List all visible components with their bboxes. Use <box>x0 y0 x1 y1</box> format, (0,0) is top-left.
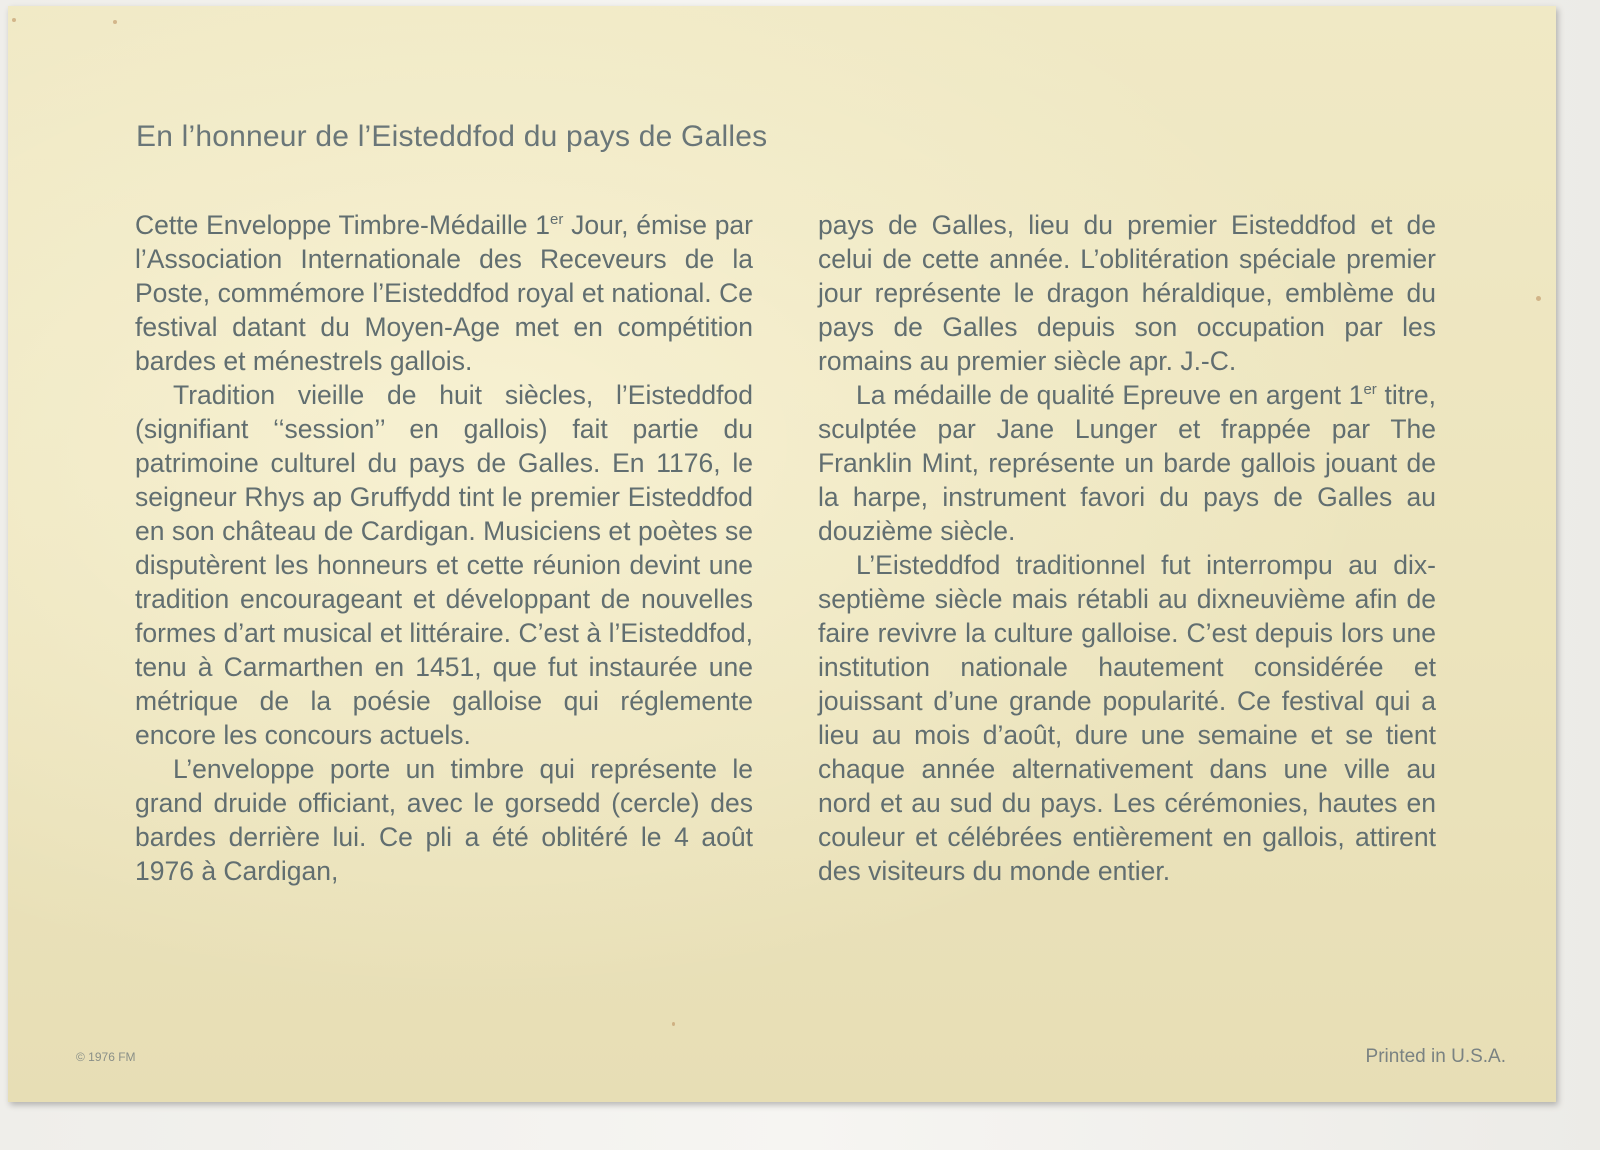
right-paragraph-2 <box>818 378 1436 548</box>
right-column <box>818 208 1436 888</box>
card-title: En l’honneur de l’Eisteddfod du pays de Galles <box>136 120 768 153</box>
paper-speck <box>672 1022 675 1026</box>
copyright-notice: © 1976 FM <box>76 1050 136 1064</box>
superscript-er: er <box>1363 381 1377 398</box>
left-column <box>135 208 753 888</box>
right-paragraph-2-text-a: La médaille de qualité Epreuve en argent 1 <box>856 380 1364 410</box>
left-paragraph-1 <box>135 208 753 378</box>
printed-in-notice: Printed in U.S.A. <box>1365 1046 1506 1067</box>
left-paragraph-1-text-a: Cette Enveloppe Timbre-Médaille 1 <box>135 210 551 240</box>
left-paragraph-3: L’enveloppe porte un timbre qui représente le grand druide officiant, avec le gorsedd (cercle) des bardes derrière lui. Ce pli a été oblitéré le 4 août 1976 à Cardigan, <box>135 754 753 886</box>
superscript-er: er <box>550 211 564 228</box>
right-paragraph-1: pays de Galles, lieu du premier Eisteddfod et de celui de cette année. L’oblitération spéciale premier jour représente le dragon héraldique, emblème du pays de Galles depuis son occupation par les romains au premier siècle apr. J.-C. <box>818 210 1436 376</box>
right-paragraph-3: L’Eisteddfod traditionnel fut interrompu au dix-septième siècle mais rétabli au dixneuvième afin de faire revivre la culture galloise. C’est depuis lors une institution nationale hautement considérée et jouissant d’une grande popularité. Ce festival qui a lieu au mois d’août, dure une semaine et se tient chaque année alternativement dans une ville au nord et au sud du pays. Les cérémonies, hautes en couleur et célébrées entièrement en gallois, attirent des visiteurs du monde entier. <box>818 550 1436 886</box>
paper-speck <box>1536 296 1541 301</box>
right-paragraph-2-text-b: titre, sculptée par Jane Lunger et frappée par The Franklin Mint, représente un barde gallois jouant de la harpe, instrument favori du pays de Galles au douzième siècle. <box>818 380 1436 546</box>
insert-card <box>8 6 1556 1102</box>
paper-speck <box>113 20 117 24</box>
left-paragraph-1-text-b: Jour, émise par l’Association Internationale des Receveurs de la Poste, commémore l’Eisteddfod royal et national. Ce festival datant du Moyen-Age met en compétition bardes et ménestrels gallois. <box>135 210 753 376</box>
paper-speck <box>12 18 16 22</box>
left-paragraph-2: Tradition vieille de huit siècles, l’Eisteddfod (signifiant ‘‘session’’ en gallois) fait partie du patrimoine culturel du pays de Galles. En 1176, le seigneur Rhys ap Gruffydd tint le premier Eisteddfod en son château de Cardigan. Musiciens et poètes se disputèrent les honneurs et cette réunion devint une tradition encourageant et développant de nouvelles formes d’art musical et littéraire. C’est à l’Eisteddfod, tenu à Carmarthen en 1451, que fut instaurée une métrique de la poésie galloise qui réglemente encore les concours actuels. <box>135 380 753 750</box>
